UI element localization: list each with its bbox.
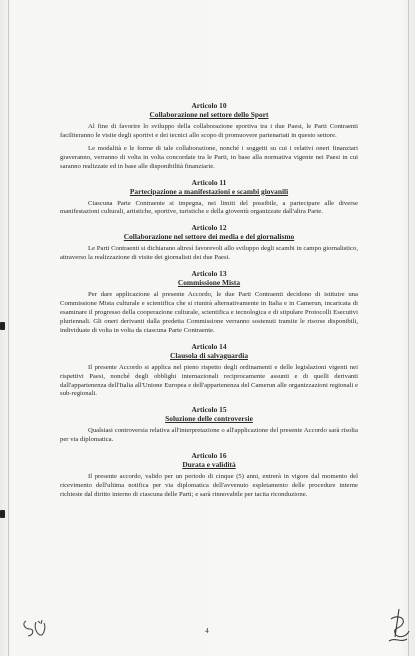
initials-signature-right [385, 607, 413, 647]
article-paragraph: Per dare applicazione al presente Accordo, le due Parti Contraenti decidono di istituire una Commissione Mista culturale e scientifica che si riunirà alternativamente in Italia e in Camerun, incaricata di esaminare il progresso della cooperazione culturale, scientifica e tecnologica e di stipulare Protocolli Esecutivi pluriennali. Gli oneri derivanti dalla predetta Commissione verranno sostenuti tramite le risorse disponibili, individuate di volta in volta da ciascuna Parte Contraente. [60, 291, 358, 334]
article-subtitle: Collaborazione nel settore dei media e del giornalismo [123, 232, 295, 242]
article-13 [60, 269, 358, 336]
article-title: Articolo 13 [191, 269, 227, 279]
article-14 [60, 342, 358, 400]
article-subtitle: Durata e validità [182, 460, 236, 470]
initials-signature-left [20, 617, 50, 639]
article-15 [60, 405, 358, 445]
article-paragraph: Le modalità e le forme di tale collaborazione, nonché i soggetti su cui i relativi oneri finanziari graveranno, verranno di volta in volta concordate tra le Parti, in base alla normativa vigente nei Paesi in cui saranno realizzate ed in base alle disponibilità finanziarie. [60, 144, 358, 170]
document-body [60, 101, 358, 506]
article-subtitle: Collaborazione nel settore dello Sport [149, 110, 269, 119]
article-subtitle: Commissione Mista [177, 278, 241, 288]
punch-hole-mark [0, 322, 5, 330]
article-paragraph: Qualsiasi controversia relativa all'interpretazione o all'applicazione del presente Accordo sarà risolta per via diplomatica. [60, 427, 358, 444]
scan-edge-left [8, 0, 9, 656]
article-10 [60, 101, 358, 172]
article-subtitle: Partecipazione a manifestazioni e scambi giovanili [129, 186, 289, 196]
article-12 [60, 223, 358, 263]
article-subtitle: Clausola di salvaguardia [169, 350, 249, 360]
article-title: Articolo 10 [191, 101, 227, 110]
article-subtitle: Soluzione delle controversie [165, 414, 253, 424]
article-title: Articolo 14 [191, 341, 227, 351]
article-title: Articolo 15 [191, 405, 227, 415]
article-11 [60, 178, 358, 218]
article-title: Articolo 11 [191, 177, 227, 187]
article-paragraph: Al fine di favorire lo sviluppo della collaborazione sportiva tra i due Paesi, le Parti Contraenti faciliteranno le visite degli sportivi e dei tecnici allo scopo di promuovere partenariati in questo settore. [60, 123, 358, 139]
page-number: 4 [205, 627, 209, 635]
scan-edge-right [408, 0, 409, 656]
article-paragraph: Ciascuna Parte Contraente si impegna, nei limiti del possibile, a partecipare alle diverse manifestazioni culturali, artistiche, sportive, turistiche e della gioventù organizzate dall'altra Parte. [60, 199, 358, 216]
article-paragraph: Il presente Accordo si applica nel pieno rispetto degli ordinamenti e delle legislazioni vigenti nei rispettivi Paesi, nonché degli obblighi internazionali reciprocamente assunti e di quelli derivanti dall'appartenenza dell'Italia all'Unione Europea e dell'appartenenza del Camerun alle organizzazioni regionali e sub-regionali. [60, 363, 358, 398]
article-title: Articolo 12 [191, 223, 227, 233]
article-16 [60, 451, 358, 500]
article-title: Articolo 16 [191, 451, 227, 461]
article-paragraph: Il presente accordo, valido per un periodo di cinque (5) anni, entrerà in vigore dal momento del ricevimento dell'ultima notifica per via diplomatica dell'avvenuto espletamento delle procedure interne richieste dal diritto interno di ciascuna delle Parti; e sarà rinnovabile per tacita riconduzione. [60, 473, 358, 498]
punch-hole-mark [0, 510, 5, 518]
article-paragraph: Le Parti Contraenti si dichiarano altresì favorevoli allo sviluppo degli scambi in campo giornalistico, attraverso la realizzazione di visite dei giornalisti dei due Paesi. [60, 245, 358, 262]
